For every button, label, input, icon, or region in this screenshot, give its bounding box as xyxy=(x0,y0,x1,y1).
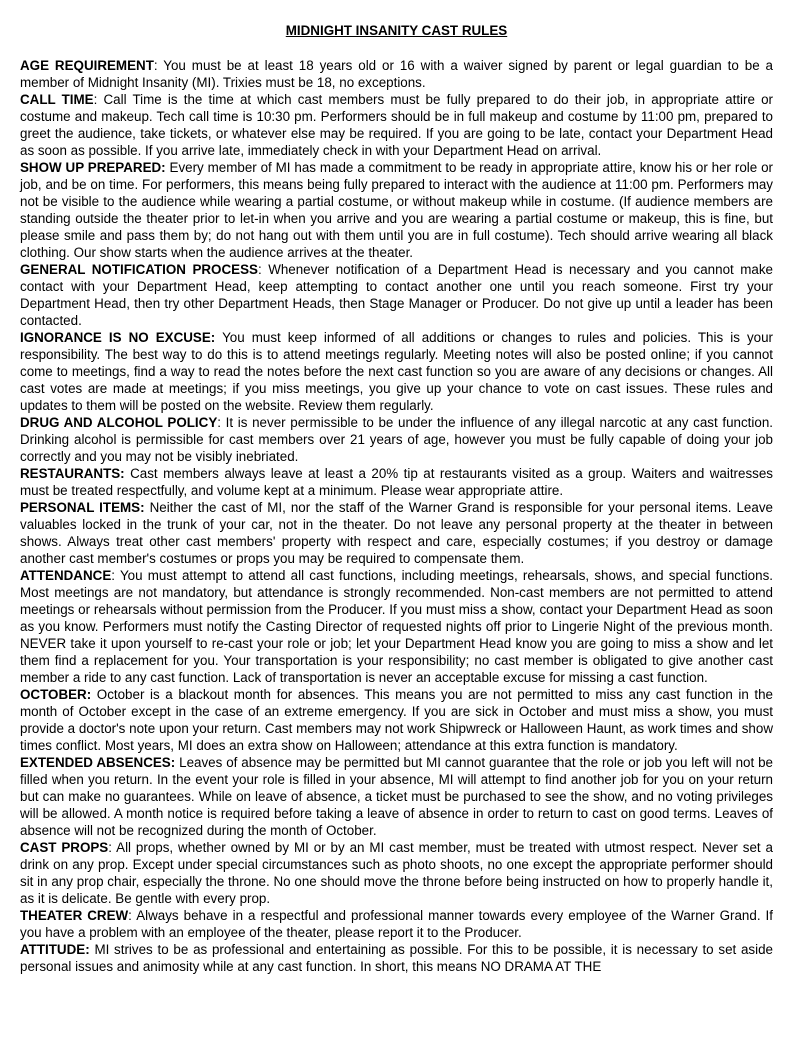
rule-text: Call Time is the time at which cast members must be fully prepared to do their job, in appropriate attire or costume and makeup. Tech call time is 10:30 pm. Performers should be in full makeup and costume by 11:00 pm, prepared to greet the audience, take tickets, or whatever else may be required. If you are going to be late, contact your Department Head as soon as possible. If you arrive late, immediately check in with your Department Head on arrival. xyxy=(20,92,773,158)
rule-paragraph xyxy=(20,839,773,907)
rule-paragraph xyxy=(20,159,773,261)
rule-heading: AGE REQUIREMENT xyxy=(20,58,154,73)
rule-heading: OCTOBER: xyxy=(20,687,92,702)
rule-paragraph xyxy=(20,414,773,465)
rule-paragraph xyxy=(20,261,773,329)
rule-paragraph xyxy=(20,91,773,159)
rule-paragraph xyxy=(20,567,773,686)
rule-heading: THEATER CREW xyxy=(20,908,129,923)
document-page xyxy=(20,22,773,975)
rule-text: You must keep informed of all additions or changes to rules and policies. This is your responsibility. The best way to do this is to attend meetings regularly. Meeting notes will also be posted online; if you cannot come to meetings, find a way to read the notes before the next cast function so you are aware of any decisions or changes. All cast votes are made at meetings; if you miss meetings, you give up your chance to vote on cast issues. These rules and updates to them will be posted on the website. Review them regularly. xyxy=(20,330,773,413)
rule-text: Neither the cast of MI, nor the staff of the Warner Grand is responsible for your personal items. Leave valuables locked in the trunk of your car, not in the theater. Do not leave any personal property at the theater in between shows. Always treat other cast members' property with respect and care, especially costumes; if you destroy or damage another cast member's costumes or props you may be required to compensate them. xyxy=(20,500,773,566)
rule-heading: ATTITUDE: xyxy=(20,942,90,957)
rule-paragraph xyxy=(20,329,773,414)
rule-paragraph xyxy=(20,941,773,975)
rule-paragraph xyxy=(20,499,773,567)
rule-text: It is never permissible to be under the influence of any illegal narcotic at any cast function. Drinking alcohol is permissible for cast members over 21 years of age, however you must be fully capable of doing your job correctly and you may not be visibly inebriated. xyxy=(20,415,773,464)
rule-heading: SHOW UP PREPARED: xyxy=(20,160,166,175)
rule-text: Always behave in a respectful and professional manner towards every employee of the Warner Grand. If you have a problem with an employee of the theater, please report it to the Producer. xyxy=(20,908,774,940)
rule-text: Whenever notification of a Department Head is necessary and you cannot make contact with your Department Head, keep attempting to contact another one until you reach someone. First try your Department Head, then try other Department Heads, then Stage Manager or Producer. Do not give up until a leader has been contacted. xyxy=(20,262,773,328)
rule-separator: : xyxy=(257,262,262,277)
rule-text: MI strives to be as professional and entertaining as possible. For this to be possible, it is necessary to set aside personal issues and animosity while at any cast function. In short, this means NO DRAMA AT THE xyxy=(20,942,773,974)
rule-separator: : xyxy=(217,415,221,430)
rules-list xyxy=(20,57,773,975)
rule-heading: GENERAL NOTIFICATION PROCESS xyxy=(20,262,258,277)
rule-text: Leaves of absence may be permitted but MI cannot guarantee that the role or job you left will not be filled when you return. In the event your role is filled in your absence, MI will attempt to find another job for you on your return but can make no guarantees. While on leave of absence, a ticket must be purchased to see the show, and no voting privileges will be allowed. A month notice is required before taking a leave of absence in order to return to cast on good terms. Leaves of absence will not be recognized during the month of October. xyxy=(20,755,773,838)
rule-paragraph xyxy=(20,754,773,839)
rule-separator: : xyxy=(128,908,132,923)
rule-heading: DRUG AND ALCOHOL POLICY xyxy=(20,415,218,430)
rule-separator: : xyxy=(108,840,112,855)
rule-separator: : xyxy=(153,58,158,73)
document-title: MIDNIGHT INSANITY CAST RULES xyxy=(285,23,508,38)
rule-heading: CALL TIME xyxy=(20,92,94,107)
rule-paragraph xyxy=(20,907,773,941)
rule-text: Every member of MI has made a commitment to be ready in appropriate attire, know his or her role or job, and be on time. For performers, this means being fully prepared to interact with the audience at 11:00 pm. Performers may not be visible to the audience while wearing a partial costume, or without makeup while in costume. (If audience members are standing outside the theater prior to let-in when you arrive and you are wearing a partial costume or makeup, this is fine, but please smile and pass them by; do not hang out with them until you are in full costume). Tech should arrive wearing all black clothing. Our show starts when the audience arrives at the theater. xyxy=(20,160,773,260)
rule-text: Cast members always leave at least a 20% tip at restaurants visited as a group. Waiters and waitresses must be treated respectfully, and volume kept at a minimum. Please wear appropriate attire. xyxy=(20,466,773,498)
rule-separator: : xyxy=(93,92,98,107)
rule-text: All props, whether owned by MI or by an MI cast member, must be treated with utmost respect. Never set a drink on any prop. Except under special circumstances such as photo shoots, no one except the appropriate performer should sit in any prop chair, especially the throne. No one should move the throne before being instructed on how to properly handle it, as it is delicate. Be gentle with every prop. xyxy=(20,840,773,906)
rule-heading: PERSONAL ITEMS: xyxy=(20,500,145,515)
rule-paragraph xyxy=(20,686,773,754)
rule-heading: EXTENDED ABSENCES: xyxy=(20,755,176,770)
rule-heading: IGNORANCE IS NO EXCUSE: xyxy=(20,330,216,345)
rule-separator: : xyxy=(111,568,115,583)
rule-heading: CAST PROPS xyxy=(20,840,109,855)
rule-heading: RESTAURANTS: xyxy=(20,466,125,481)
rule-heading: ATTENDANCE xyxy=(20,568,112,583)
rule-text: You must be at least 18 years old or 16 with a waiver signed by parent or legal guardian to be a member of Midnight Insanity (MI). Trixies must be 18, no exceptions. xyxy=(20,58,773,90)
rule-paragraph xyxy=(20,465,773,499)
rule-text: October is a blackout month for absences. This means you are not permitted to miss any cast function in the month of October except in the case of an extreme emergency. If you are sick in October and must miss a show, you must provide a doctor's note upon your return. Cast members may not work Shipwreck or Halloween Haunt, as work times and show times conflict. Most years, MI does an extra show on Halloween; attendance at this extra function is mandatory. xyxy=(20,687,773,753)
rule-text: You must attempt to attend all cast functions, including meetings, rehearsals, shows, and special functions. Most meetings are not mandatory, but attendance is strongly recommended. Non-cast members are not permitted to attend meetings or rehearsals without permission from the Producer. If you must miss a show, contact your Department Head as soon as you know. Performers must notify the Casting Director of requested nights off prior to Lingerie Night of the previous month. NEVER take it upon yourself to re-cast your role or job; let your Department Head know you are going to miss a show and let them find a replacement for you. Your transportation is your responsibility; no cast member is obligated to give another cast member a ride to any cast function. Lack of transportation is never an acceptable excuse for missing a cast function. xyxy=(20,568,773,685)
rule-paragraph xyxy=(20,57,773,91)
